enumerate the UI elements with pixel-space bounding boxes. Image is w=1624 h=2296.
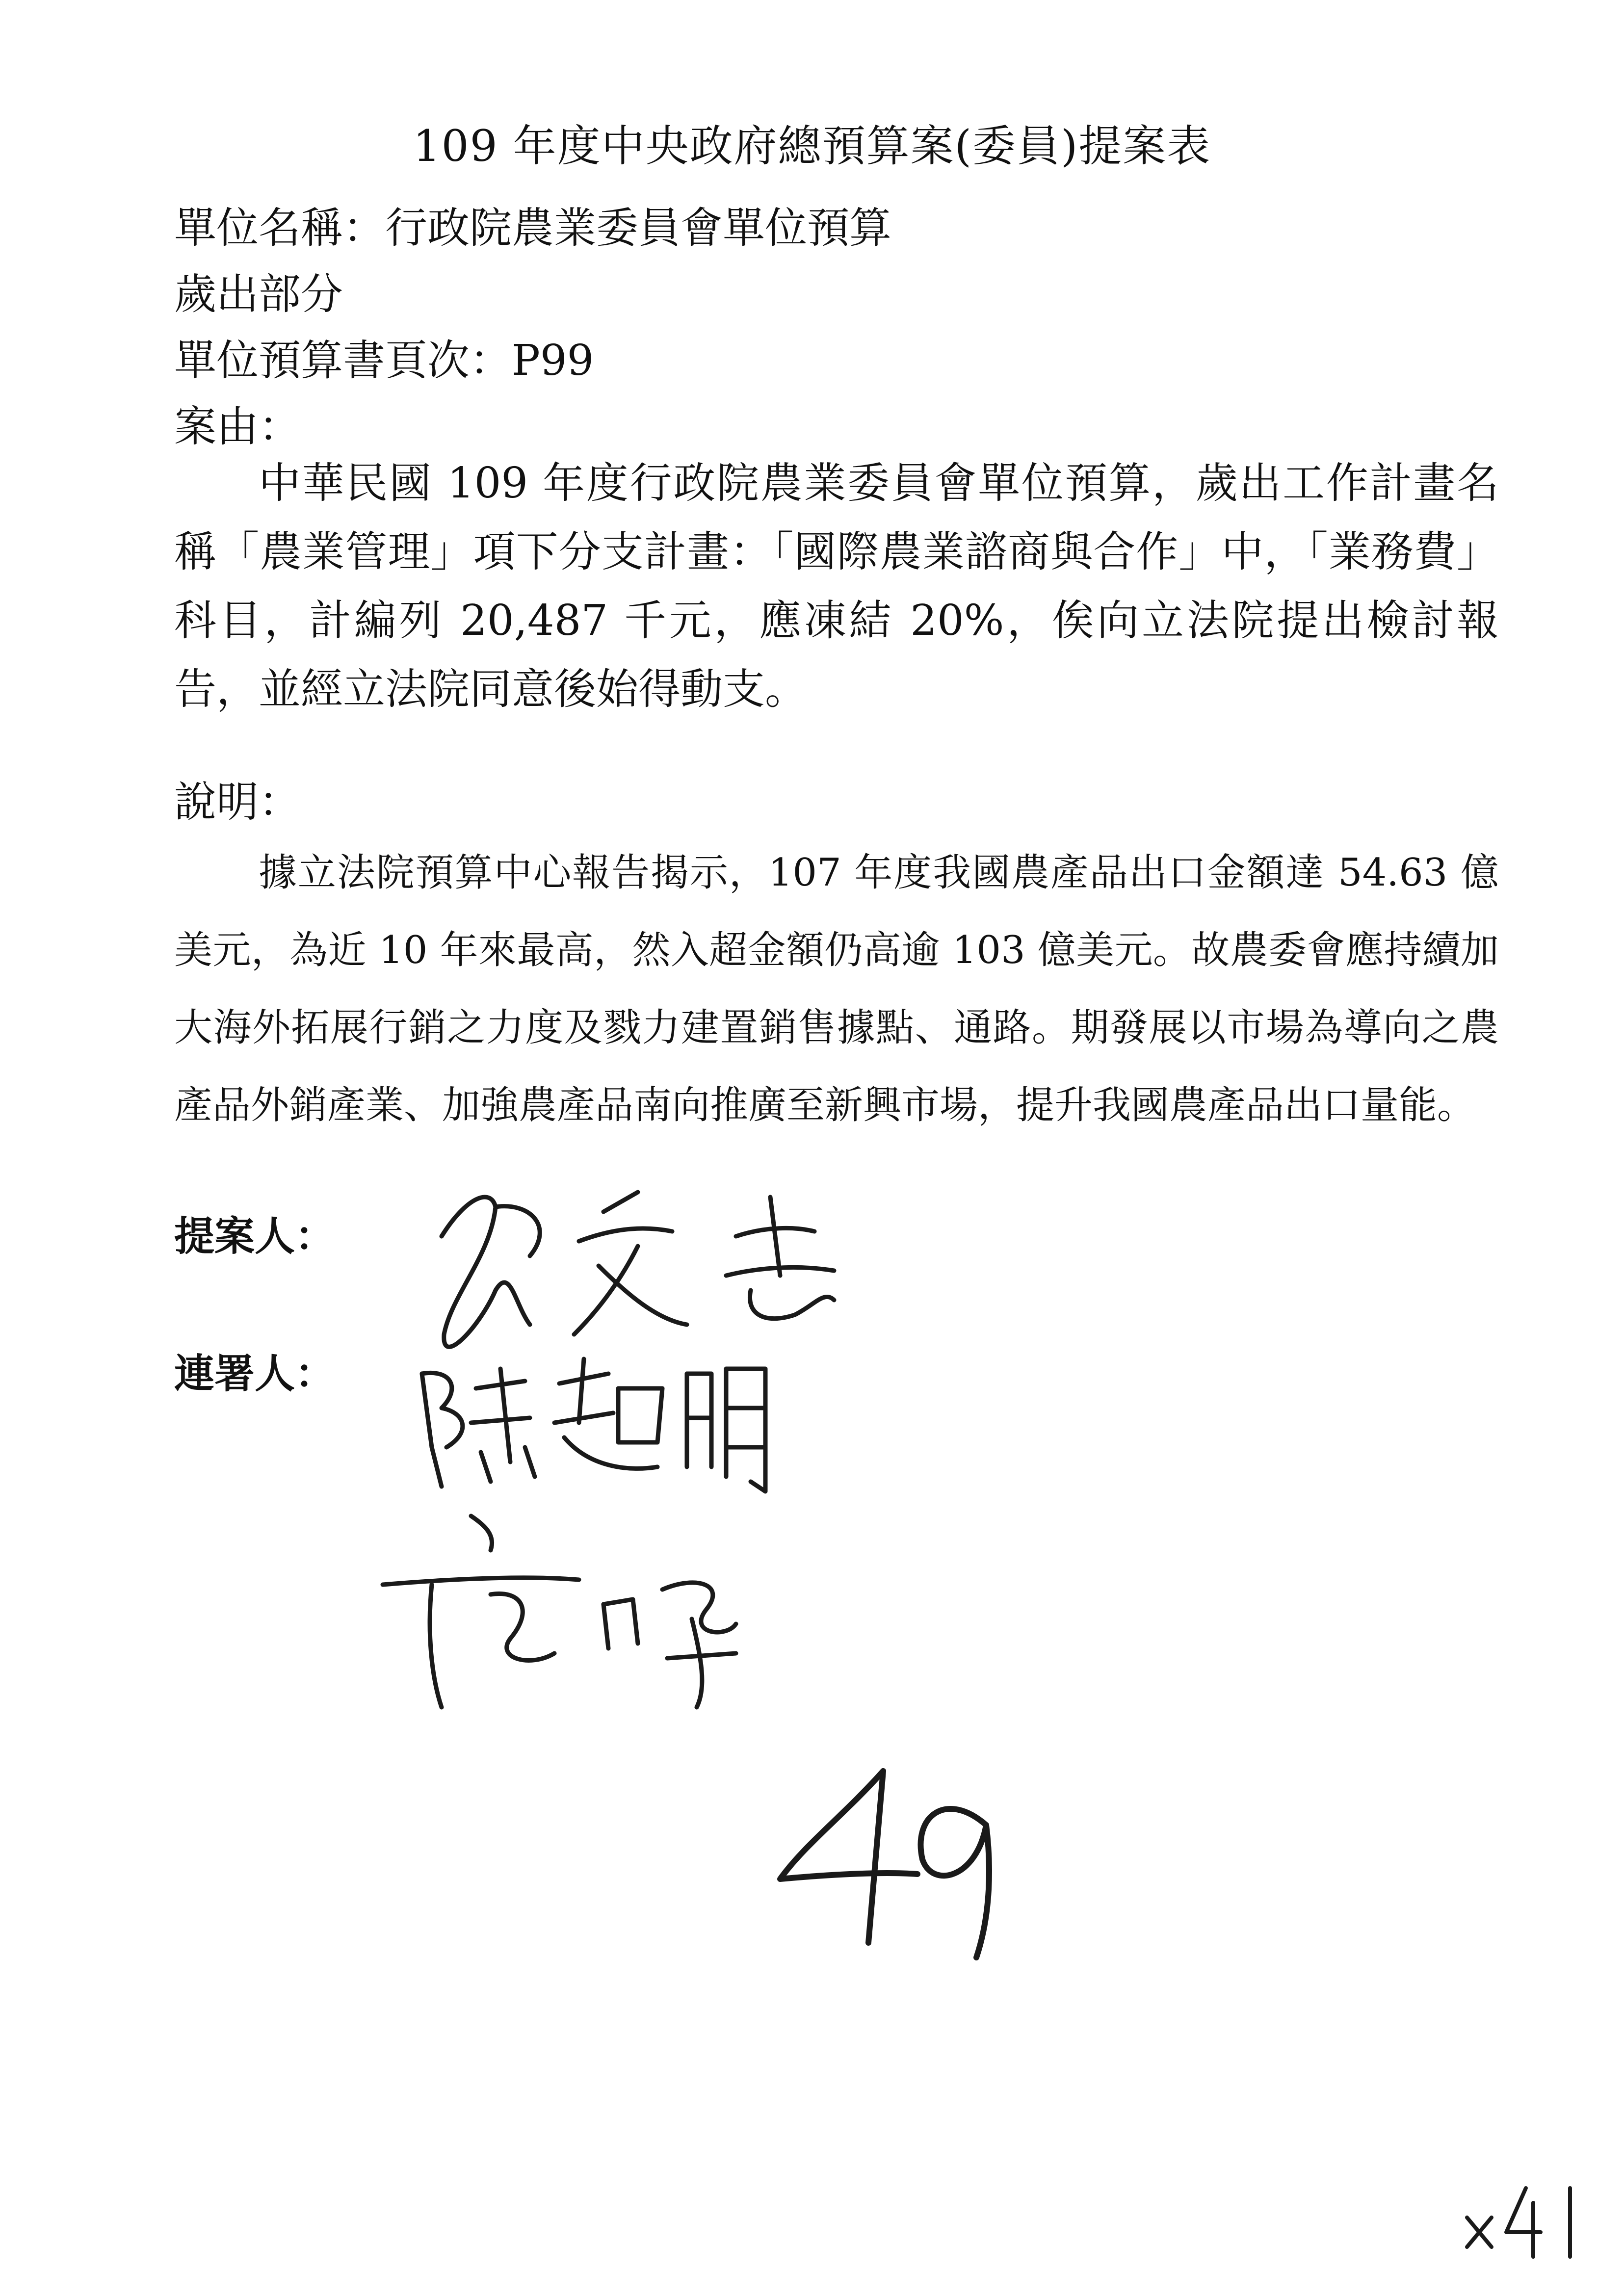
proposer-signature [442,1192,834,1347]
cosigner-signature-1 [422,1359,765,1491]
case-label: 案由： [174,402,301,451]
explanation-label: 說明： [174,778,301,827]
case-text: 中華民國 109 年度行政院農業委員會單位預算，歲出工作計畫名稱「農業管理」項下分支計畫：「國際農業諮商與合作」中，「業務費」科目，計編列 20,487 千元，應凍結 20%，俟向立法院提出檢討報告，並經立法院同意後始得動支。 [174,459,1499,714]
cosigner-signature-2 [383,1516,736,1707]
unit-name: 單位名稱：行政院農業委員會單位預算 [174,204,891,253]
corner-mark [1467,2188,1570,2257]
explanation-text: 據立法院預算中心報告揭示，107 年度我國農產品出口金額達 54.63 億美元，為近 10 年來最高，然入超金額仍高逾 103 億美元。故農委會應持續加大海外拓展行銷之力度及戮力建置銷售據點、通路。期發展以市場為導向之農產品外銷產業、加強農產品南向推廣至新興市場，提升我國農產品出口量能。 [174,851,1499,1127]
handwritten-number-49 [780,1771,989,1957]
proposer-label: 提案人： [174,1213,336,1260]
cosigner-label: 連署人： [174,1351,336,1397]
page-reference: 單位預算書頁次：P99 [174,336,594,385]
section-label: 歲出部分 [174,270,343,319]
document-title: 109 年度中央政府總預算案(委員)提案表 [413,121,1211,171]
